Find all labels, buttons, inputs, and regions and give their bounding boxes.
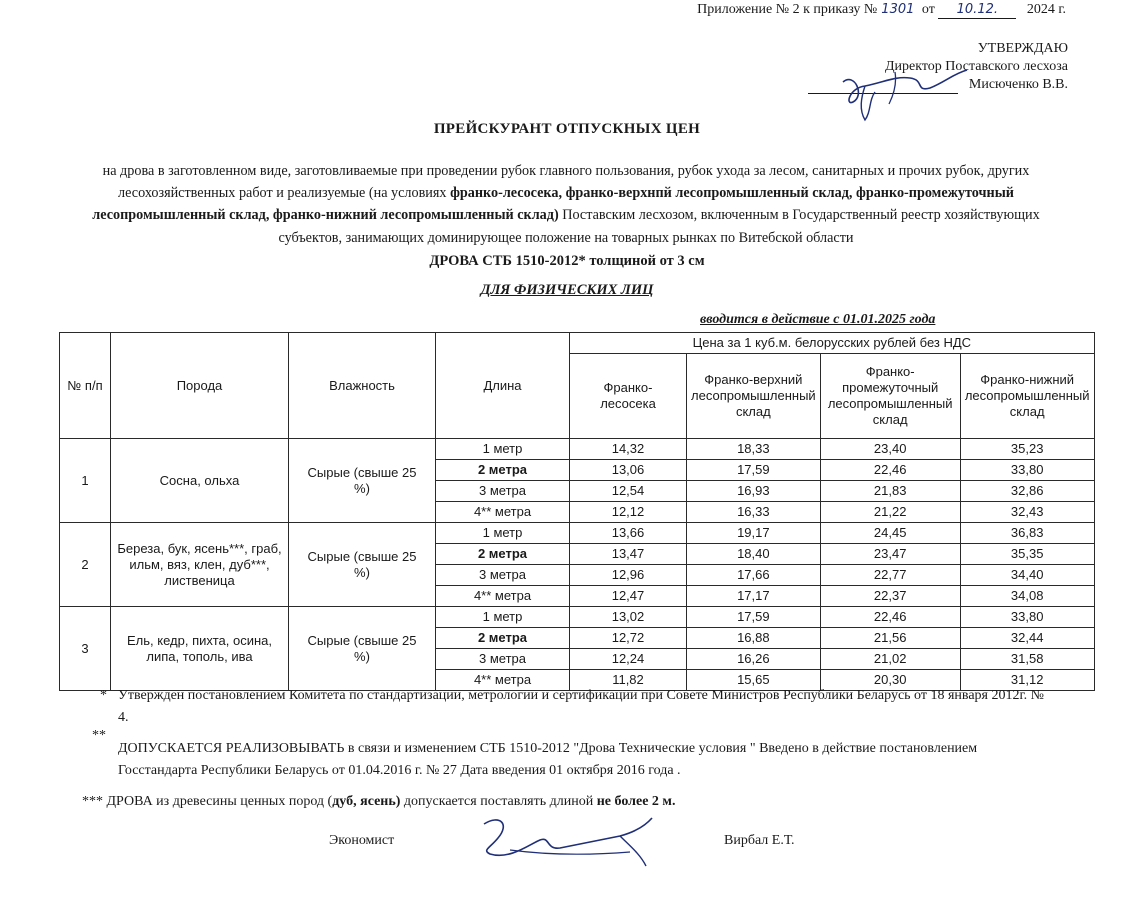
price-cell: 12,96 [570, 565, 687, 586]
price-cell: 16,88 [687, 628, 821, 649]
price-cell: 12,24 [570, 649, 687, 670]
price-cell: 13,02 [570, 607, 687, 628]
length-cell: 1 метр [436, 523, 570, 544]
length-cell: 3 метра [436, 481, 570, 502]
moisture-cell: Сырые (свыше 25 %) [289, 607, 436, 691]
row-number: 1 [60, 439, 111, 523]
price-cell: 32,44 [960, 628, 1094, 649]
price-cell: 22,46 [820, 607, 960, 628]
approver-name: Мисюченко В.В. [968, 77, 1068, 92]
price-cell: 12,47 [570, 586, 687, 607]
price-cell: 14,32 [570, 439, 687, 460]
price-cell: 35,23 [960, 439, 1094, 460]
appendix-year: 2024 г. [1026, 2, 1066, 17]
footnote-3-bold1: дуб, ясень) [332, 794, 401, 809]
order-date-handwritten: 10.12. [956, 2, 998, 17]
length-cell: 2 метра [436, 628, 570, 649]
footnote-2-mark: ** [92, 728, 106, 743]
price-cell: 12,54 [570, 481, 687, 502]
appendix-prefix: Приложение № 2 к приказу № [697, 2, 878, 17]
price-cell: 33,80 [960, 460, 1094, 481]
price-cell: 17,59 [687, 607, 821, 628]
audience-subtitle: ДЛЯ ФИЗИЧЕСКИХ ЛИЦ [480, 282, 654, 298]
price-cell: 21,56 [820, 628, 960, 649]
price-cell: 13,66 [570, 523, 687, 544]
species-cell: Ель, кедр, пихта, осина, липа, тополь, ива [111, 607, 289, 691]
description-paragraph [60, 160, 1072, 249]
moisture-cell: Сырые (свыше 25 %) [289, 523, 436, 607]
economist-role: Экономист [329, 833, 395, 848]
price-cell: 17,66 [687, 565, 821, 586]
species-cell: Береза, бук, ясень***, граб, ильм, вяз, клен, дуб***, лиственица [111, 523, 289, 607]
price-cell: 31,58 [960, 649, 1094, 670]
price-cell: 15,65 [687, 670, 821, 691]
price-cell: 21,02 [820, 649, 960, 670]
length-cell: 3 метра [436, 649, 570, 670]
footnote-1 [100, 685, 1090, 729]
price-cell: 33,80 [960, 607, 1094, 628]
price-cell: 22,77 [820, 565, 960, 586]
header-price-col: Франко-промежуточный лесопромышленный склад [820, 354, 960, 439]
price-cell: 24,45 [820, 523, 960, 544]
approve-label: УТВЕРЖДАЮ [977, 41, 1068, 56]
length-cell: 1 метр [436, 607, 570, 628]
price-cell: 17,59 [687, 460, 821, 481]
director-signature [835, 52, 975, 124]
row-number: 2 [60, 523, 111, 607]
moisture-cell: Сырые (свыше 25 %) [289, 439, 436, 523]
price-cell: 22,46 [820, 460, 960, 481]
row-number: 3 [60, 607, 111, 691]
price-cell: 31,12 [960, 670, 1094, 691]
length-cell: 3 метра [436, 565, 570, 586]
footnote-1-text: Утвержден постановлением Комитета по стандартизации, метрологии и сертификации при Совете Министров Республики Беларусь от 18 января 2012г. № 4. [118, 688, 1045, 725]
price-cell: 17,17 [687, 586, 821, 607]
header-price-col: Франко-лесосека [570, 354, 687, 439]
price-cell: 18,40 [687, 544, 821, 565]
economist-signature [470, 810, 680, 870]
header-price-col: Франко-нижний лесопромышленный склад [960, 354, 1094, 439]
price-cell: 21,22 [820, 502, 960, 523]
price-cell: 11,82 [570, 670, 687, 691]
price-cell: 23,47 [820, 544, 960, 565]
description-part1: на дрова в заготовленном виде, заготовливаемые при проведении рубок главного пользования, рубок ухода за лесом, санитарных и прочих рубок, других лесохозяйственных работ и реализуемые (на условиях [102, 163, 1030, 202]
price-cell: 18,33 [687, 439, 821, 460]
appendix-line [697, 2, 1066, 19]
price-cell: 13,47 [570, 544, 687, 565]
length-cell: 2 метра [436, 544, 570, 565]
approver-position: Директор Поставского лесхоза [885, 59, 1068, 74]
order-number-handwritten: 1301 [881, 2, 915, 17]
effective-date: вводится в действие с 01.01.2025 года [700, 312, 936, 327]
price-cell: 36,83 [960, 523, 1094, 544]
length-cell: 2 метра [436, 460, 570, 481]
table-row [60, 439, 1095, 460]
product-subtitle: ДРОВА СТБ 1510-2012* толщиной от 3 см [429, 253, 705, 269]
description-part2: Поставским лесхозом, включенным в Государственный реестр хозяйствующих субъектов, занимающих доминирующее положение на товарных рынках по Витебской области [278, 207, 1040, 246]
footnote-3-part1: ДРОВА из древесины ценных пород ( [106, 794, 333, 809]
appendix-from: от [921, 2, 935, 17]
price-table [59, 332, 1095, 691]
length-cell: 4** метра [436, 586, 570, 607]
price-cell: 16,26 [687, 649, 821, 670]
length-cell: 1 метр [436, 439, 570, 460]
price-cell: 35,35 [960, 544, 1094, 565]
length-cell: 4** метра [436, 502, 570, 523]
price-cell: 32,43 [960, 502, 1094, 523]
header-num: № п/п [60, 333, 111, 439]
header-price-col: Франко-верхний лесопромышленный склад [687, 354, 821, 439]
price-cell: 16,93 [687, 481, 821, 502]
footnote-1-mark: * [100, 688, 107, 703]
economist-name: Вирбал Е.Т. [724, 833, 795, 848]
price-cell: 12,72 [570, 628, 687, 649]
price-cell: 21,83 [820, 481, 960, 502]
document-title: ПРЕЙСКУРАНТ ОТПУСКНЫХ ЦЕН [433, 121, 701, 137]
footnote-2-text: ДОПУСКАЕТСЯ РЕАЛИЗОВЫВАТЬ в связи и изменением СТБ 1510-2012 "Дрова Технические условия " Введено в действие постановлением Госстандарта Республики Беларусь от 01.04.2016 г. № 27 Дата введения 01 октября 2016 года . [118, 741, 978, 778]
description-bold: франко-лесосека, франко-верхнпй лесопромышленный склад, франко-промежуточный лесопромышленный склад, франко-нижний лесопромышленный склад) [92, 185, 1014, 224]
price-cell: 20,30 [820, 670, 960, 691]
price-cell: 19,17 [687, 523, 821, 544]
header-species: Порода [111, 333, 289, 439]
header-moisture: Влажность [289, 333, 436, 439]
price-cell: 34,40 [960, 565, 1094, 586]
table-row [60, 607, 1095, 628]
species-cell: Сосна, ольха [111, 439, 289, 523]
price-cell: 23,40 [820, 439, 960, 460]
header-price: Цена за 1 куб.м. белорусских рублей без НДС [570, 333, 1095, 354]
footnote-3-mark: *** [82, 794, 103, 809]
header-length: Длина [436, 333, 570, 439]
price-cell: 16,33 [687, 502, 821, 523]
price-cell: 22,37 [820, 586, 960, 607]
price-cell: 34,08 [960, 586, 1094, 607]
footnote-3-part2: допускается поставлять длиной [400, 794, 597, 809]
price-cell: 12,12 [570, 502, 687, 523]
length-cell: 4** метра [436, 670, 570, 691]
footnote-3-bold2: не более 2 м. [596, 794, 676, 809]
price-cell: 32,86 [960, 481, 1094, 502]
table-row [60, 523, 1095, 544]
price-cell: 13,06 [570, 460, 687, 481]
